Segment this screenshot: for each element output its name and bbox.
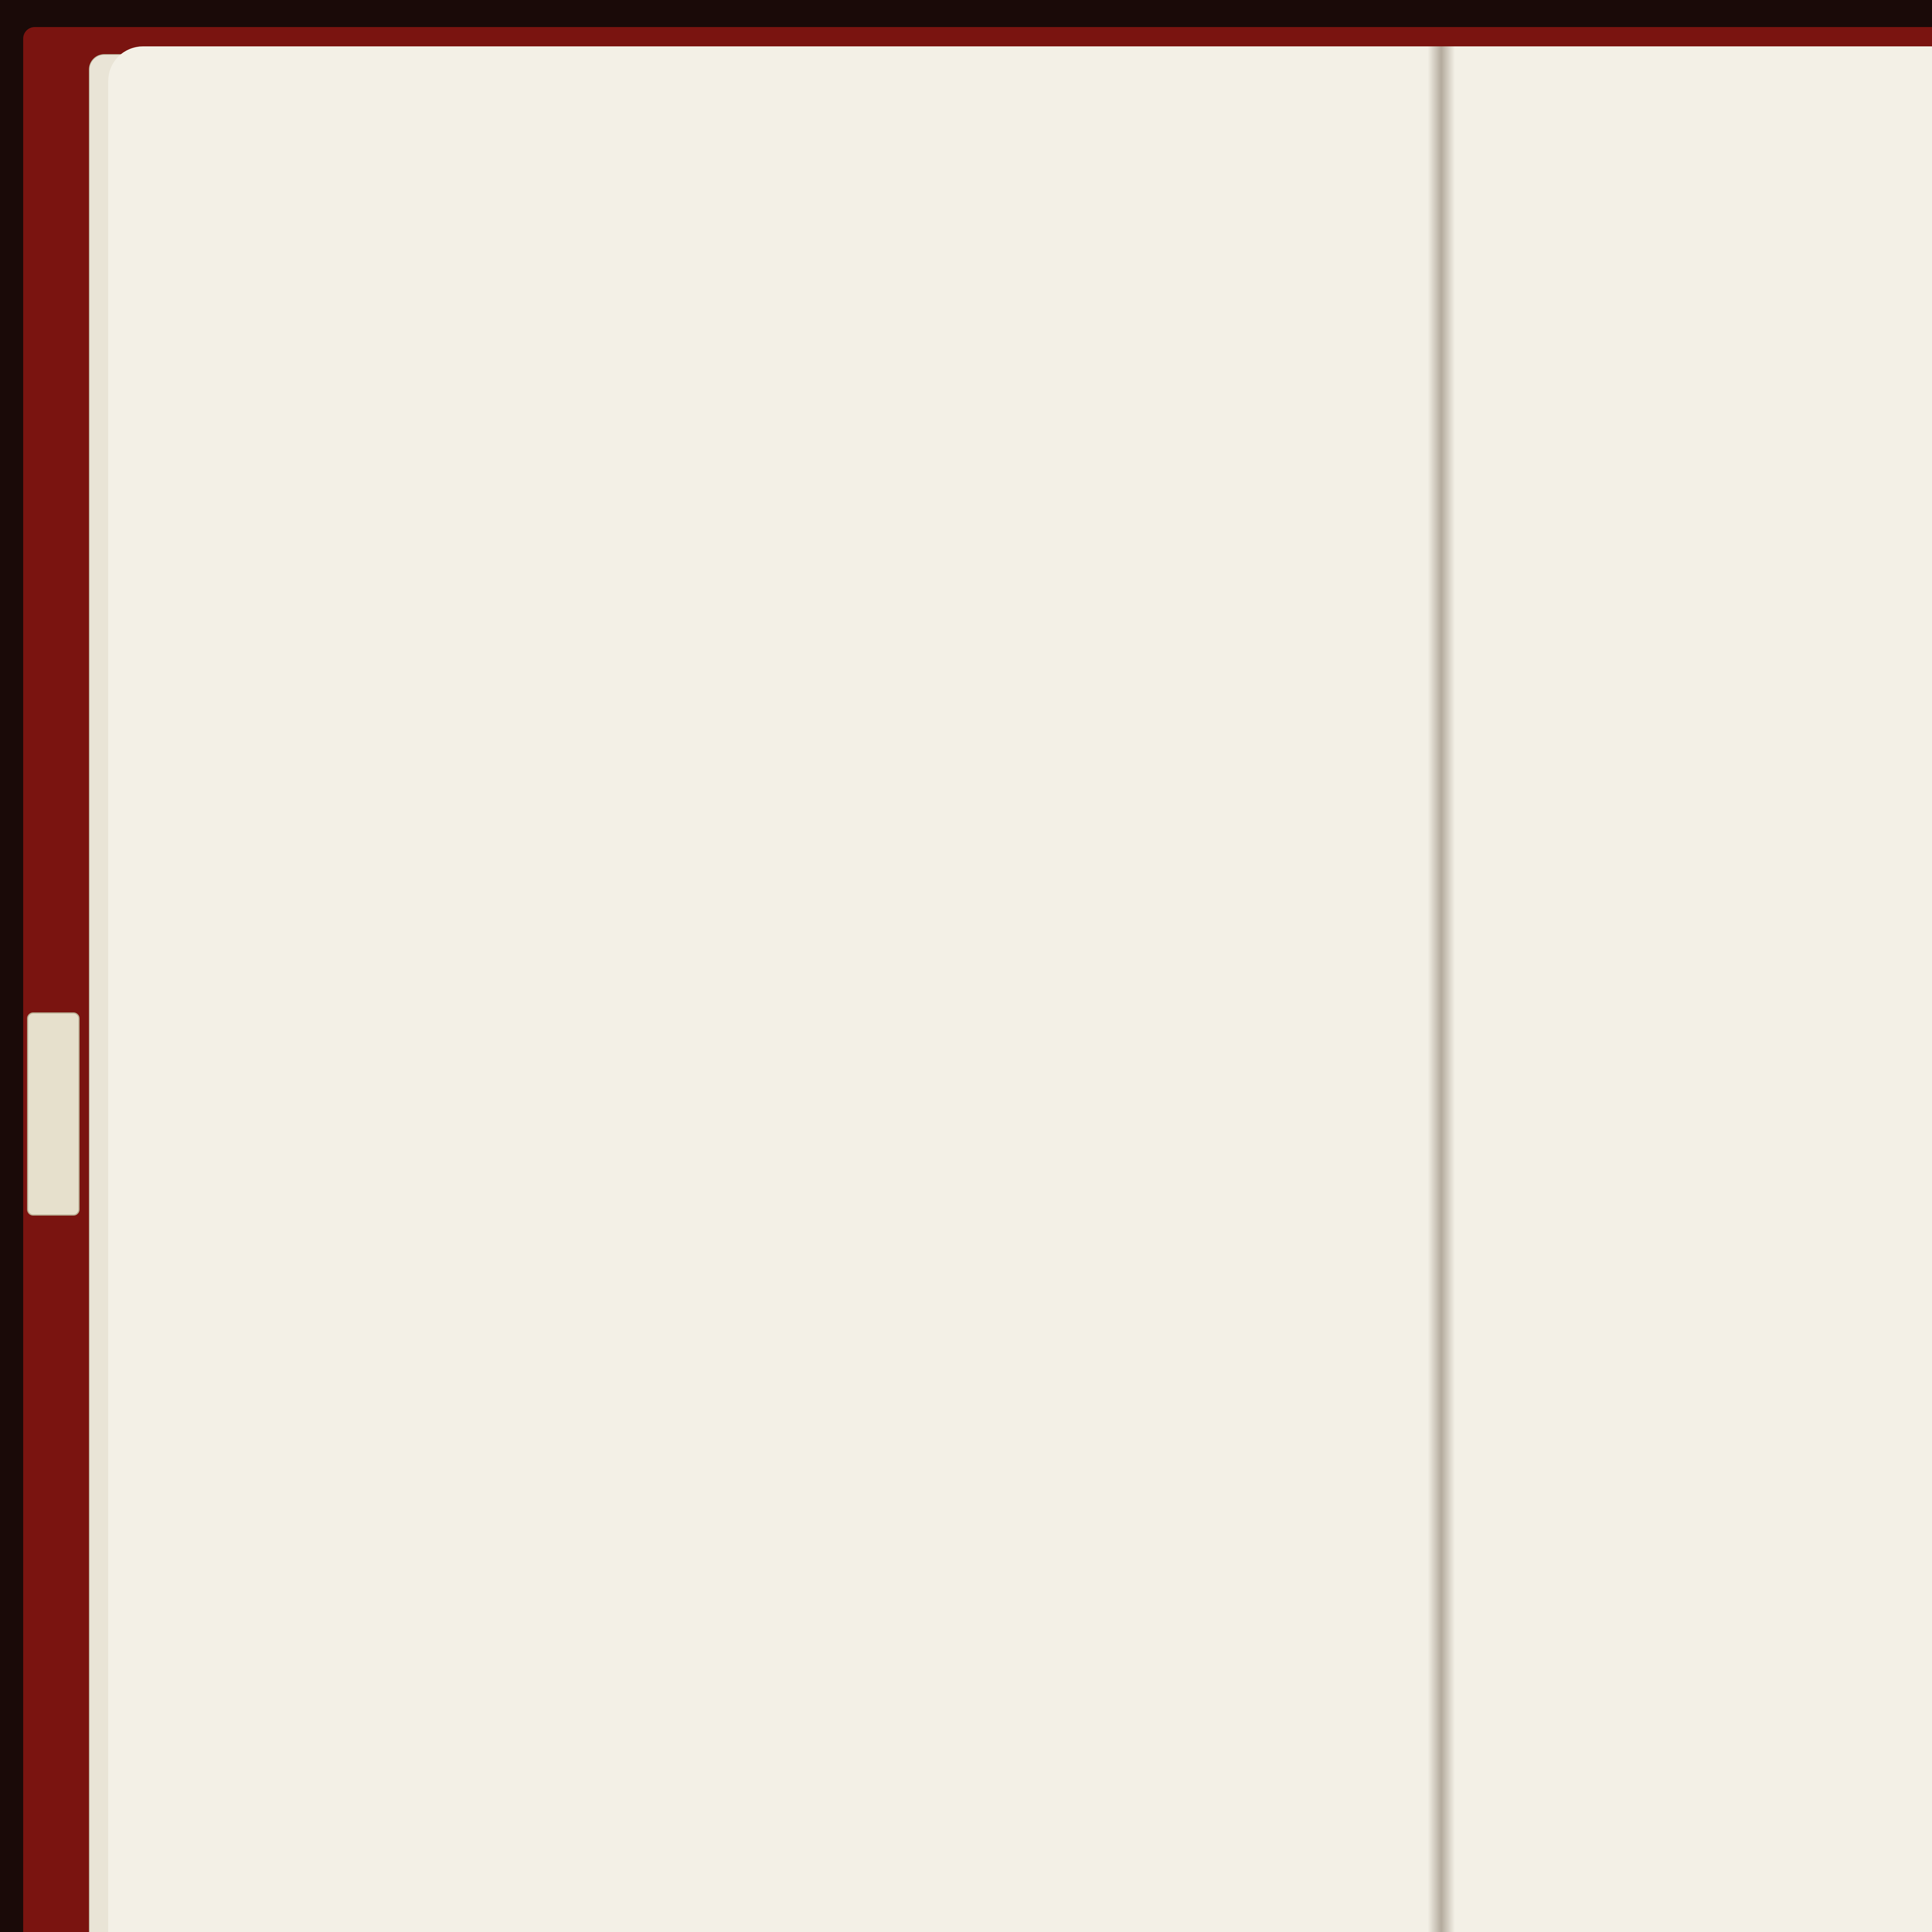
right-page [1441, 46, 1932, 1932]
front-tab-label [28, 1014, 78, 1214]
front-tab[interactable] [27, 1012, 80, 1216]
book-gutter [1428, 46, 1455, 1932]
left-page [108, 46, 1441, 1932]
